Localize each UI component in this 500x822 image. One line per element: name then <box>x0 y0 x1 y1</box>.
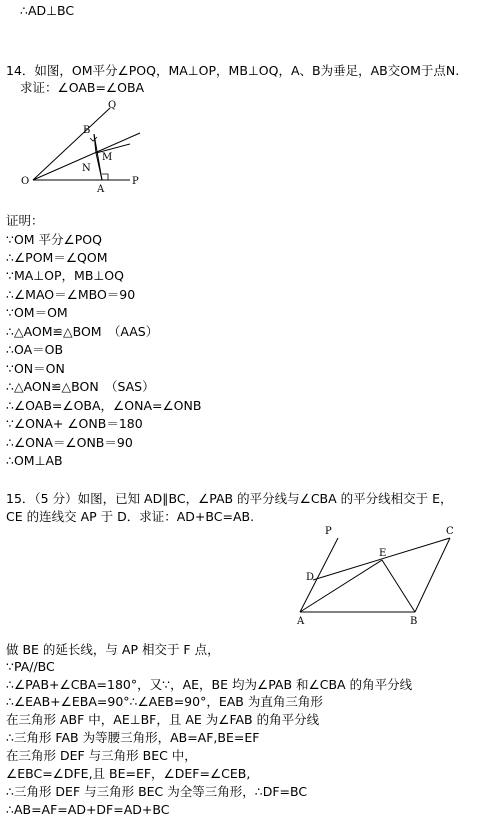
proof-line: ∵MA⊥OP，MB⊥OQ <box>6 268 124 283</box>
label-P: P <box>132 176 139 187</box>
proof-line: ∴∠ONA＝∠ONB＝90 <box>6 435 133 450</box>
solution-line: ∠EBC=∠DFE,且 BE=EF，∠DEF=∠CEB, <box>6 766 251 781</box>
q14-title: 14．如图，OM平分∠POQ，MA⊥OP，MB⊥OQ，A、B为垂足，AB交OM于点N. <box>6 63 460 78</box>
solution-line: ∴∠EAB+∠EBA=90°∴∠AEB=90°，EAB 为直角三角形 <box>6 694 323 709</box>
label-D: D <box>306 572 315 583</box>
solution-line: 在三角形 DEF 与三角形 BEC 中， <box>6 748 197 763</box>
solution-line: ∴三角形 DEF 与三角形 BEC 为全等三角形，∴DF=BC <box>6 784 308 799</box>
label-O: O <box>21 176 30 187</box>
q14-figure <box>20 100 170 195</box>
label-A: A <box>297 616 305 627</box>
solution-line: ∴∠PAB+∠CBA=180°，又∵，AE，BE 均为∠PAB 和∠CBA 的角平分线 <box>6 677 413 692</box>
proof-line: ∴OA＝OB <box>6 342 64 357</box>
proof-line: ∵∠ONA+ ∠ONB＝180 <box>6 416 143 431</box>
q14-subtitle: 求证：∠OAB=∠OBA <box>20 80 145 95</box>
label-B: B <box>83 125 91 136</box>
label-B: B <box>410 616 418 627</box>
proof-line: ∴∠OAB=∠OBA，∠ONA=∠ONB <box>6 398 202 413</box>
label-C: C <box>446 526 454 537</box>
proof-line: ∵ON＝ON <box>6 361 65 376</box>
solution-line: ∴AB=AF=AD+DF=AD+BC <box>6 802 170 817</box>
label-M: M <box>102 152 113 163</box>
label-N: N <box>82 163 91 174</box>
proof-line: ∴∠MAO＝∠MBO＝90 <box>6 287 136 302</box>
solution-line: 做 BE 的延长线，与 AP 相交于 F 点， <box>6 642 220 657</box>
proof-line: 证明： <box>6 213 44 228</box>
label-E: E <box>379 548 387 559</box>
solution-line: ∵PA//BC <box>6 659 55 674</box>
solution-line: 在三角形 ABF 中，AE⊥BF，且 AE 为∠FAB 的角平分线 <box>6 712 320 727</box>
proof-line: ∴∠POM＝∠QOM <box>6 250 108 265</box>
q15-figure <box>295 520 465 628</box>
label-P: P <box>325 526 332 537</box>
proof-line: ∵OM＝OM <box>6 305 68 320</box>
proof-line: ∵OM 平分∠POQ <box>6 232 102 247</box>
label-A: A <box>97 184 105 195</box>
q15-subtitle: CE 的连线交 AP 于 D．求证：AD+BC=AB. <box>6 509 255 524</box>
solution-line: ∴三角形 FAB 为等腰三角形，AB=AF,BE=EF <box>6 730 260 745</box>
proof-line: ∴△AON≌△BON （SAS） <box>6 379 155 394</box>
prev-conclusion: ∴AD⊥BC <box>20 3 75 18</box>
q15-title: 15．（5 分）如图，已知 AD∥BC，∠PAB 的平分线与∠CBA 的平分线相交于 E， <box>6 491 453 506</box>
proof-line: ∴△AOM≌△BOM （AAS） <box>6 324 159 339</box>
label-Q: Q <box>108 100 117 111</box>
proof-line: ∴OM⊥AB <box>6 453 63 468</box>
